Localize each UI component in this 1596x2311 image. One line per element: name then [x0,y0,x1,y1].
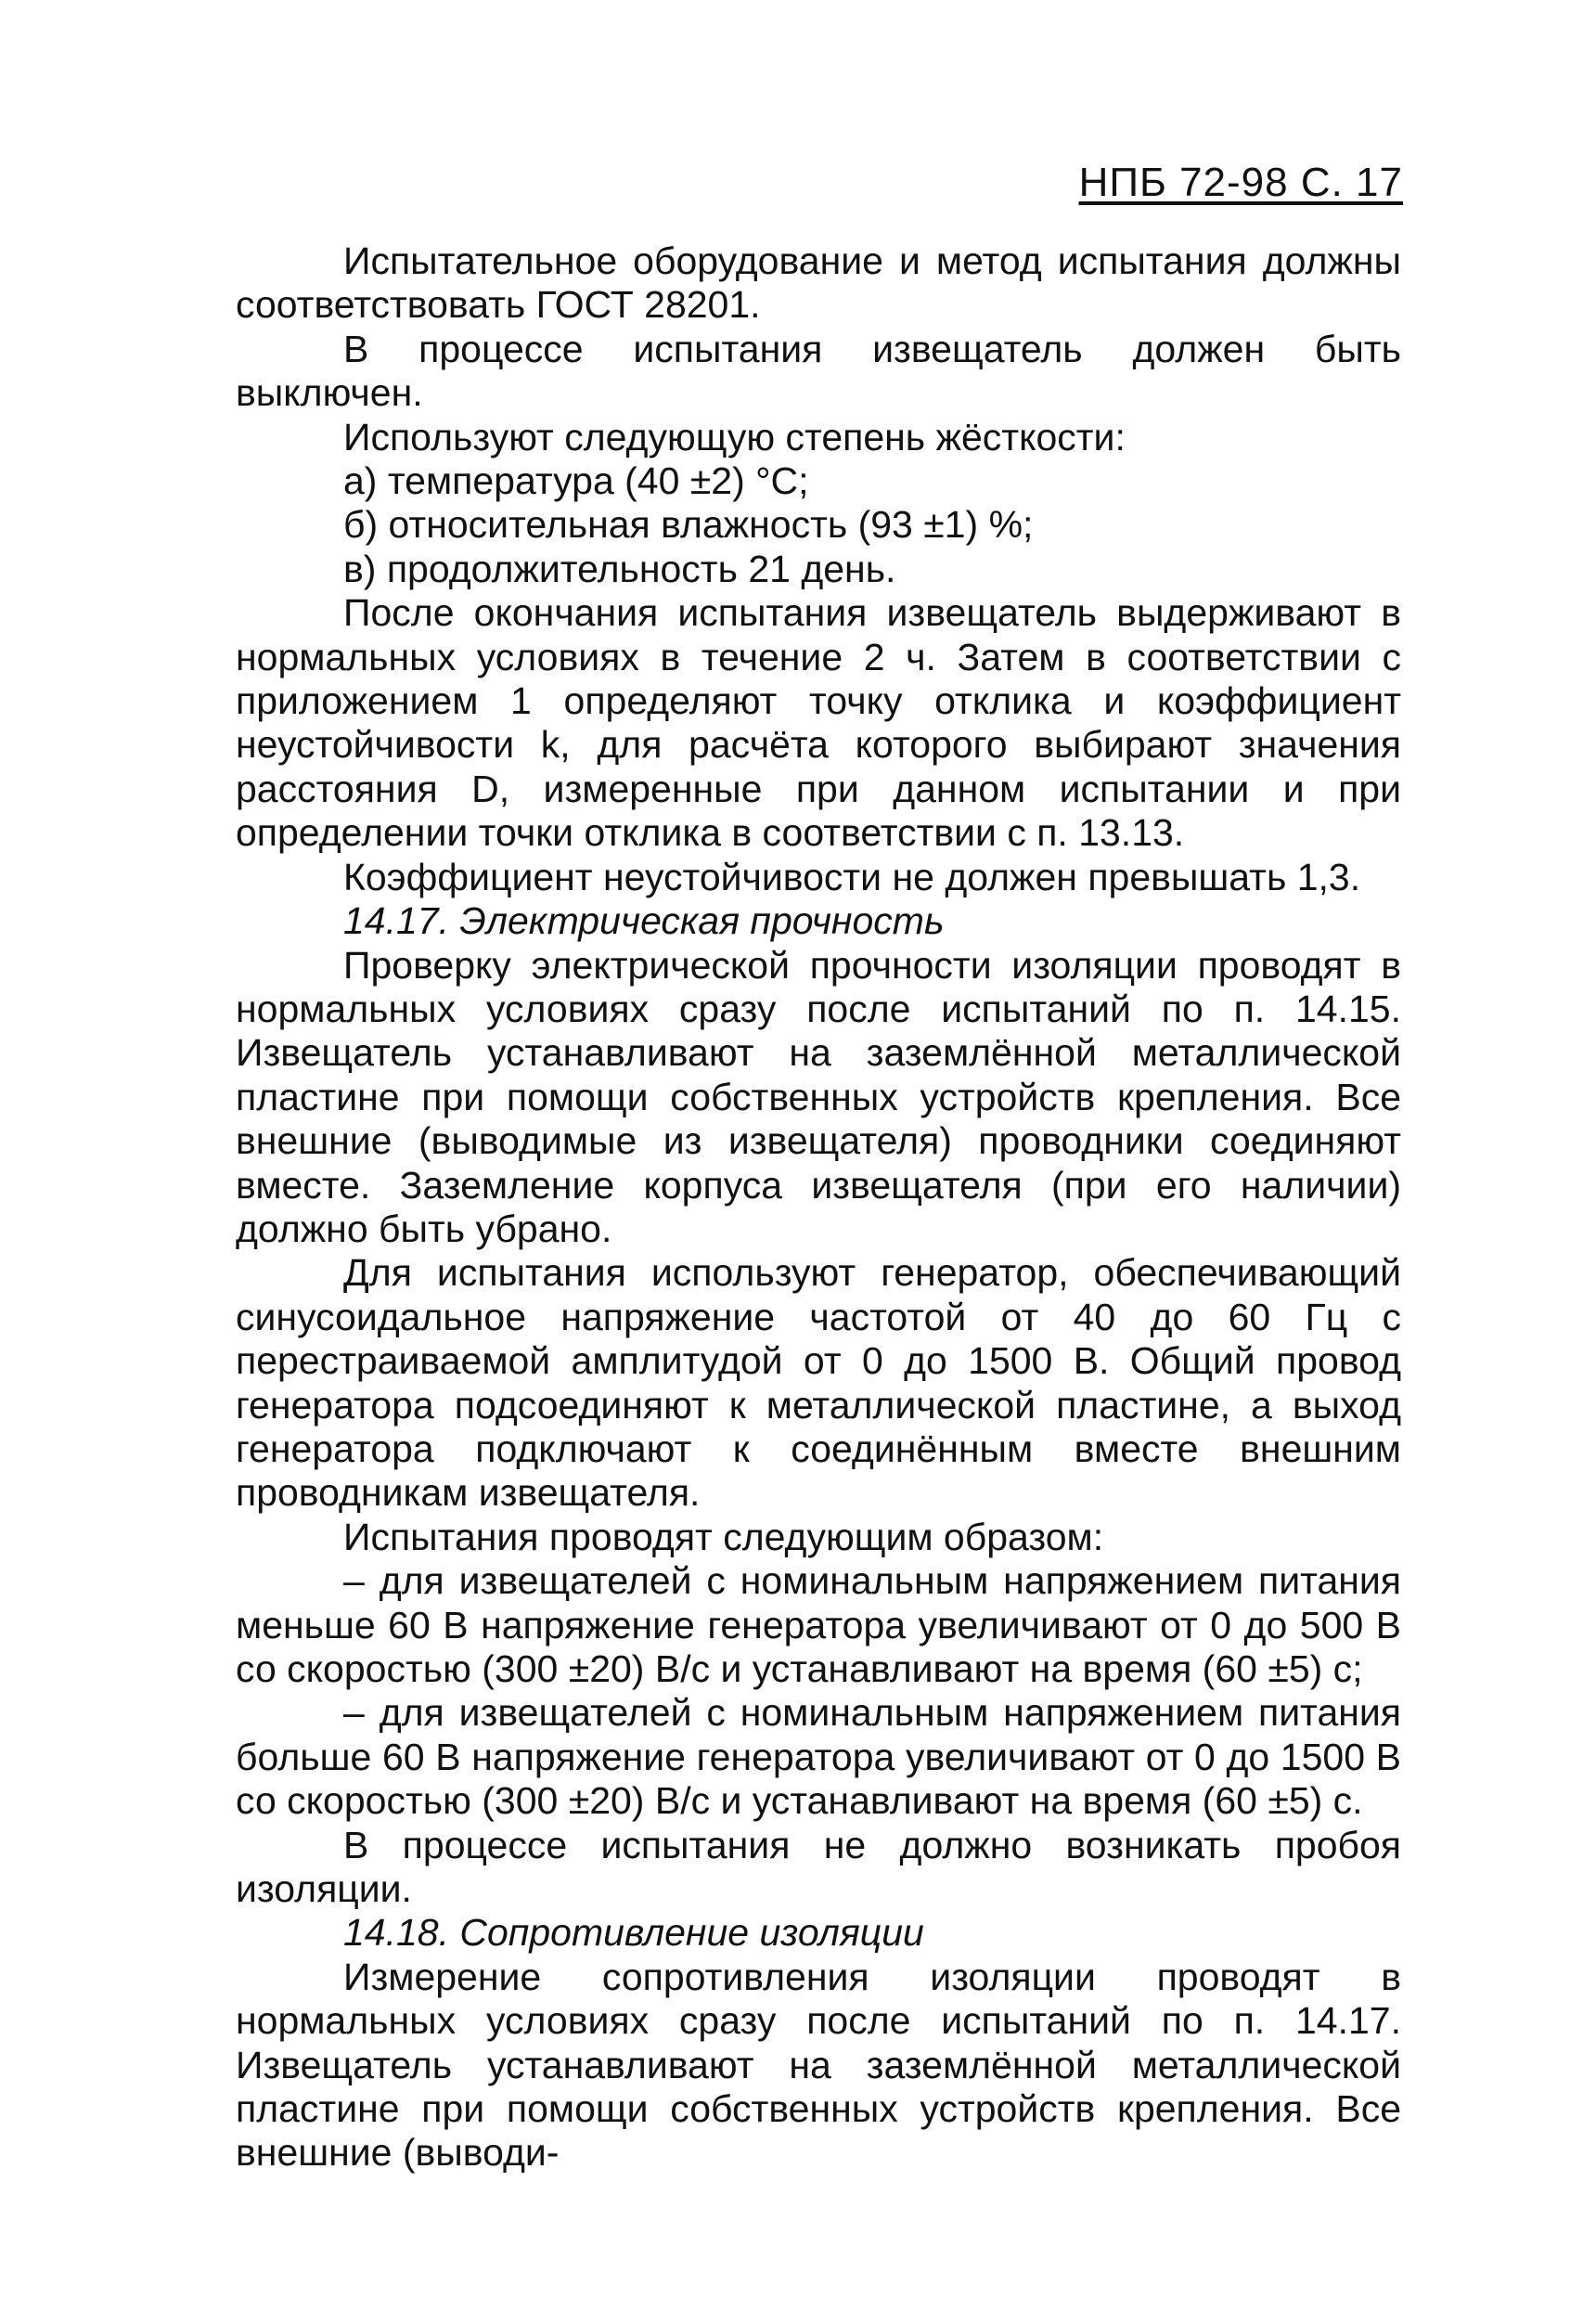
section-heading-insulation-resistance: 14.18. Сопротивление изоляции [343,1911,924,1955]
section-heading-electric-strength: 14.17. Электрическая прочность [343,899,945,943]
paragraph-no-breakdown: В процессе испытания не должно возникать пробоя изоляции. [236,1823,1401,1911]
paragraph-after-test: После окончания испытания извещатель выдерживают в нормальных условиях в течение 2 ч. Затем в соответствии с приложением 1 определяют точку отклика и коэффициент неустойчивости k, для расчёта которого выбирают значения расстояния D, измеренные при данном испытании и при определении точки отклика в соответствии с п. 13.13. [236,591,1401,855]
paragraph-generator: Для испытания используют генератор, обеспечивающий синусоидальное напряжение частотой от 40 до 60 Гц с перестраиваемой амплитудой от 0 до 1500 В. Общий провод генератора подсоединяют к металлической пластине, а выход генератора подключают к соединённым вместе внешним проводникам извещателя. [236,1251,1401,1515]
list-item-above-60v: – для извещателей с номинальным напряжением питания больше 60 В напряжение генератора увеличивают от 0 до 1500 В со скоростью (300 ±20) В/с и устанавливают на время (60 ±5) с. [236,1691,1401,1823]
paragraph-resistance-measurement: Измерение сопротивления изоляции проводят в нормальных условиях сразу после испытаний по п. 14.17. Извещатель устанавливают на заземлённой металлической пластине при помощи собственных устройств крепления. Все внешние (выводи- [236,1955,1401,2175]
paragraph-equipment: Испытательное оборудование и метод испытания должны соответствовать ГОСТ 28201. [236,239,1401,327]
paragraph-strength-check: Проверку электрической прочности изоляции проводят в нормальных условиях сразу после испытаний по п. 14.15. Извещатель устанавливают на заземлённой металлической пластине при помощи собственных устройств крепления. Все внешние (выводимые из извещателя) проводники соединяют вместе. Заземление корпуса извещателя (при его наличии) должно быть убрано. [236,943,1401,1250]
list-item-below-60v: – для извещателей с номинальным напряжением питания меньше 60 В напряжение генератора увеличивают от 0 до 500 В со скоростью (300 ±20) В/с и устанавливают на время (60 ±5) с; [236,1559,1401,1690]
list-item-duration: в) продолжительность 21 день. [343,547,896,590]
list-item-humidity: б) относительная влажность (93 ±1) %; [343,503,1034,547]
paragraph-severity-intro: Используют следующую степень жёсткости: [343,415,1126,458]
paragraph-instability-limit: Коэффициент неустойчивости не должен превышать 1,3. [343,855,1361,898]
paragraph-power-off: В процессе испытания извещатель должен быть выключен. [236,327,1401,415]
document-reference: НПБ 72-98 С. 17 [1078,160,1403,205]
document-body [236,239,1401,2175]
paragraph-procedure-intro: Испытания проводят следующим образом: [343,1515,1104,1558]
list-item-temperature: а) температура (40 ±2) °С; [343,459,809,503]
